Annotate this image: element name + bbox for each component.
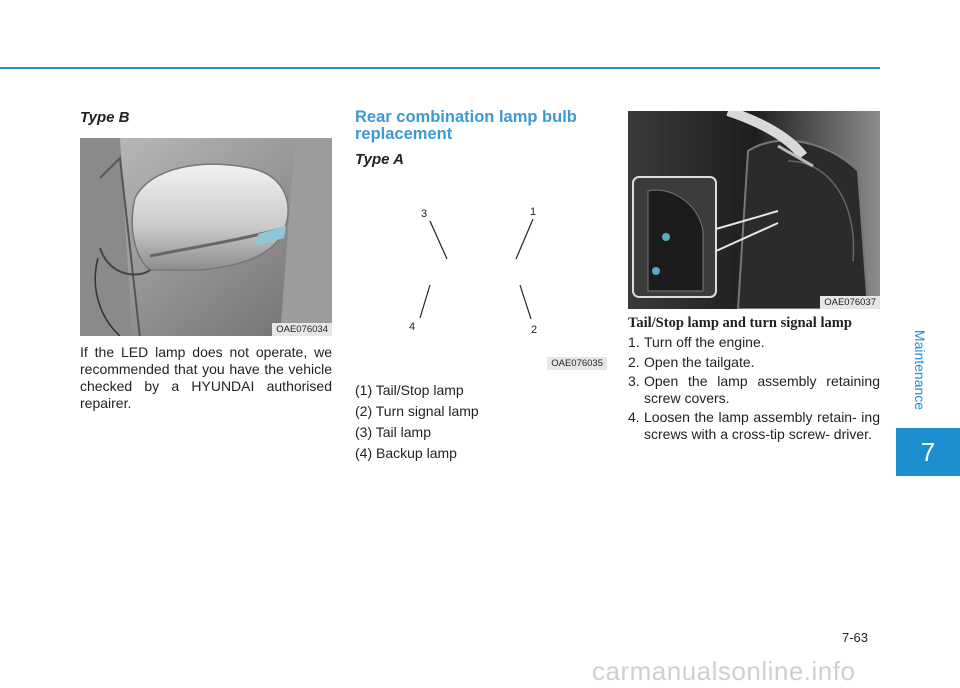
step-text: Open the lamp assembly retaining screw covers. <box>644 373 880 406</box>
led-warning-paragraph: If the LED lamp does not operate, we recommended that you have the vehicle checked by a HYUNDAI authorised repairer. <box>80 344 332 411</box>
chapter-number-tab: 7 <box>896 428 960 476</box>
figure-code: OAE076034 <box>272 323 332 336</box>
procedure-steps <box>628 334 880 445</box>
lamp-legend <box>355 380 479 464</box>
type-a-label: Type A <box>355 151 404 168</box>
step-number: 2. <box>628 353 640 370</box>
legend-item: (4) Backup lamp <box>355 445 457 461</box>
legend-item: (2) Turn signal lamp <box>355 403 479 419</box>
step-number: 3. <box>628 373 640 389</box>
step-item <box>628 373 880 406</box>
watermark: carmanualsonline.info <box>592 656 856 686</box>
mirror-figure <box>80 138 332 336</box>
step-item <box>628 334 880 351</box>
step-text: Turn off the engine. <box>644 334 765 350</box>
chapter-label: Maintenance <box>912 329 928 411</box>
header-rule <box>0 67 880 69</box>
callout-2: 2 <box>531 324 538 336</box>
figure-code: OAE076037 <box>820 296 880 309</box>
step-text: Loosen the lamp assembly retain- ing screws with a cross-tip screw- driver. <box>644 409 880 442</box>
callout-3: 3 <box>421 208 428 220</box>
step-number: 1. <box>628 334 640 350</box>
callout-1: 1 <box>530 206 537 218</box>
step-text: Open the tailgate. <box>644 353 755 370</box>
step-number: 4. <box>628 409 640 425</box>
section-title: Rear combination lamp bulb replacement <box>355 108 577 143</box>
tailgate-illustration <box>628 111 880 309</box>
page-number: 7-63 <box>842 630 869 645</box>
callout-4: 4 <box>409 321 416 333</box>
figure-code: OAE076035 <box>547 357 607 370</box>
legend-item: (1) Tail/Stop lamp <box>355 382 464 398</box>
lamp-diagram <box>355 195 607 373</box>
subheading: Tail/Stop lamp and turn signal lamp <box>628 315 852 331</box>
tailgate-figure <box>628 111 880 309</box>
step-item <box>628 409 880 442</box>
type-b-label: Type B <box>80 109 130 126</box>
step-item <box>628 354 880 371</box>
legend-item: (3) Tail lamp <box>355 424 431 440</box>
mirror-illustration <box>80 138 332 336</box>
lamp-callout-diagram <box>355 195 607 373</box>
